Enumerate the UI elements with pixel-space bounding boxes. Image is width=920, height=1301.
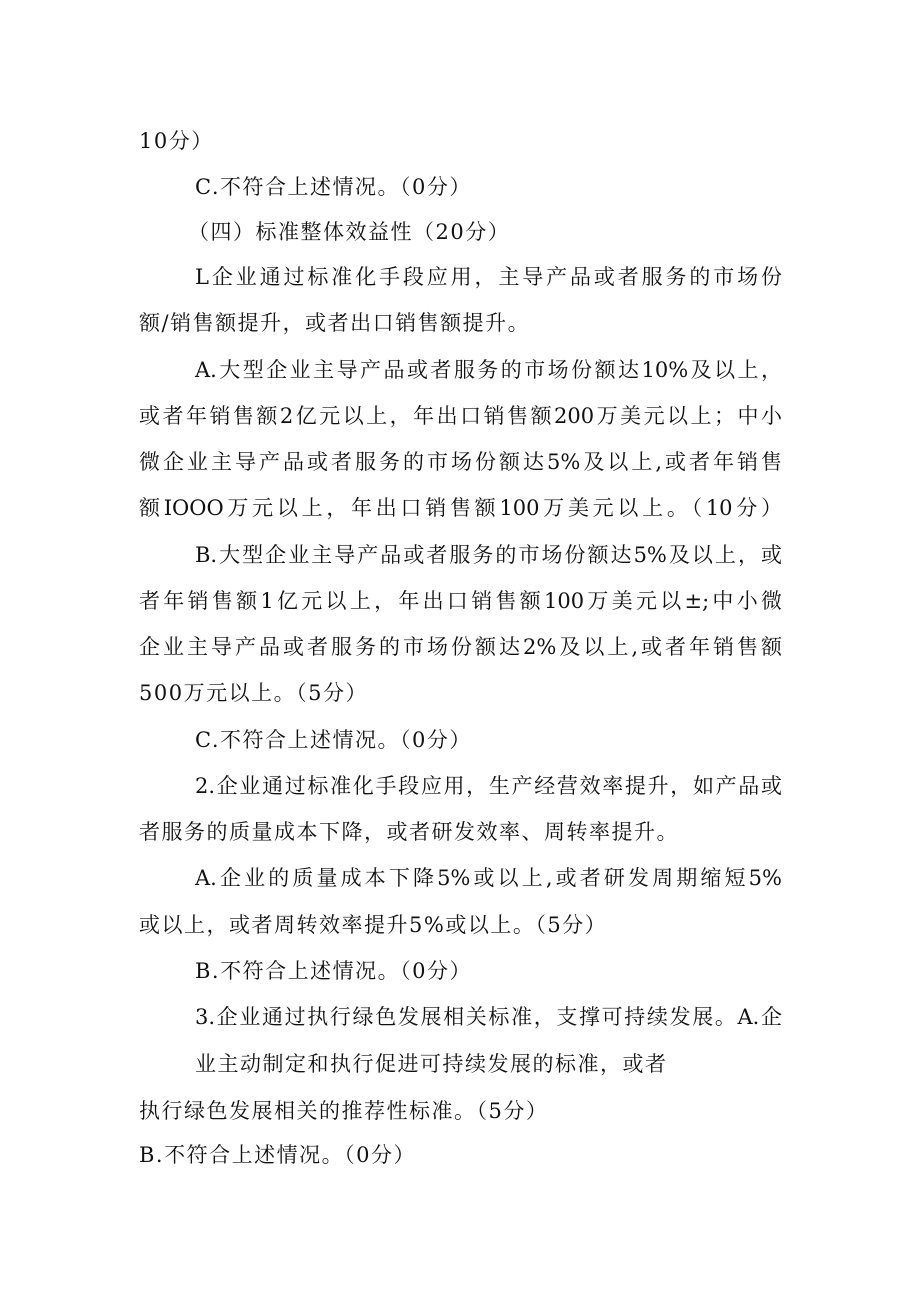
text-line: 执行绿色发展相关的推荐性标准。（5分） [139, 1099, 549, 1123]
text-line: L企业通过标准化手段应用，主导产品或者服务的市场份 [195, 265, 782, 289]
text-line: B.不符合上述情况。（0分） [195, 959, 472, 983]
text-line: C.不符合上述情况。（0分） [195, 175, 472, 199]
text-line: 2.企业通过标准化手段应用，生产经营效率提升，如产品或 [195, 774, 782, 798]
text-line: 业主动制定和执行促进可持续发展的标准，或者 [195, 1052, 668, 1076]
text-line: 或者年销售额2亿元以上，年出口销售额200万美元以上；中小 [139, 404, 782, 428]
text-line: 额IOOO万元以上，年出口销售额100万美元以上。（10分） [139, 496, 782, 520]
text-line: 3.企业通过执行绿色发展相关标准，支撑可持续发展。A.企 [195, 1005, 782, 1029]
text-line: 10分） [139, 129, 214, 153]
text-line: 微企业主导产品或者服务的市场份额达5%及以上,或者年销售 [139, 450, 782, 474]
text-line: 企业主导产品或者服务的市场份额达2%及以上,或者年销售额 [139, 635, 782, 659]
section-heading: （四）标准整体效益性（20分） [188, 220, 511, 244]
text-line: B.不符合上述情况。（0分） [139, 1143, 416, 1167]
text-line: A.大型企业主导产品或者服务的市场份额达10%及以上， [195, 358, 782, 382]
text-line: 或以上，或者周转效率提升5%或以上。（5分） [139, 913, 608, 937]
text-line: 500万元以上。（5分） [139, 681, 368, 705]
text-line: 者服务的质量成本下降，或者研发效率、周转率提升。 [139, 820, 679, 844]
text-line: 额/销售额提升，或者出口销售额提升。 [139, 311, 531, 335]
text-line: 者年销售额1亿元以上，年出口销售额100万美元以±;中小微 [139, 589, 782, 613]
text-line: C.不符合上述情况。（0分） [195, 728, 472, 752]
text-line: B.大型企业主导产品或者服务的市场份额达5%及以上，或 [195, 543, 782, 567]
text-line: A.企业的质量成本下降5%或以上,或者研发周期缩短5% [195, 866, 782, 890]
